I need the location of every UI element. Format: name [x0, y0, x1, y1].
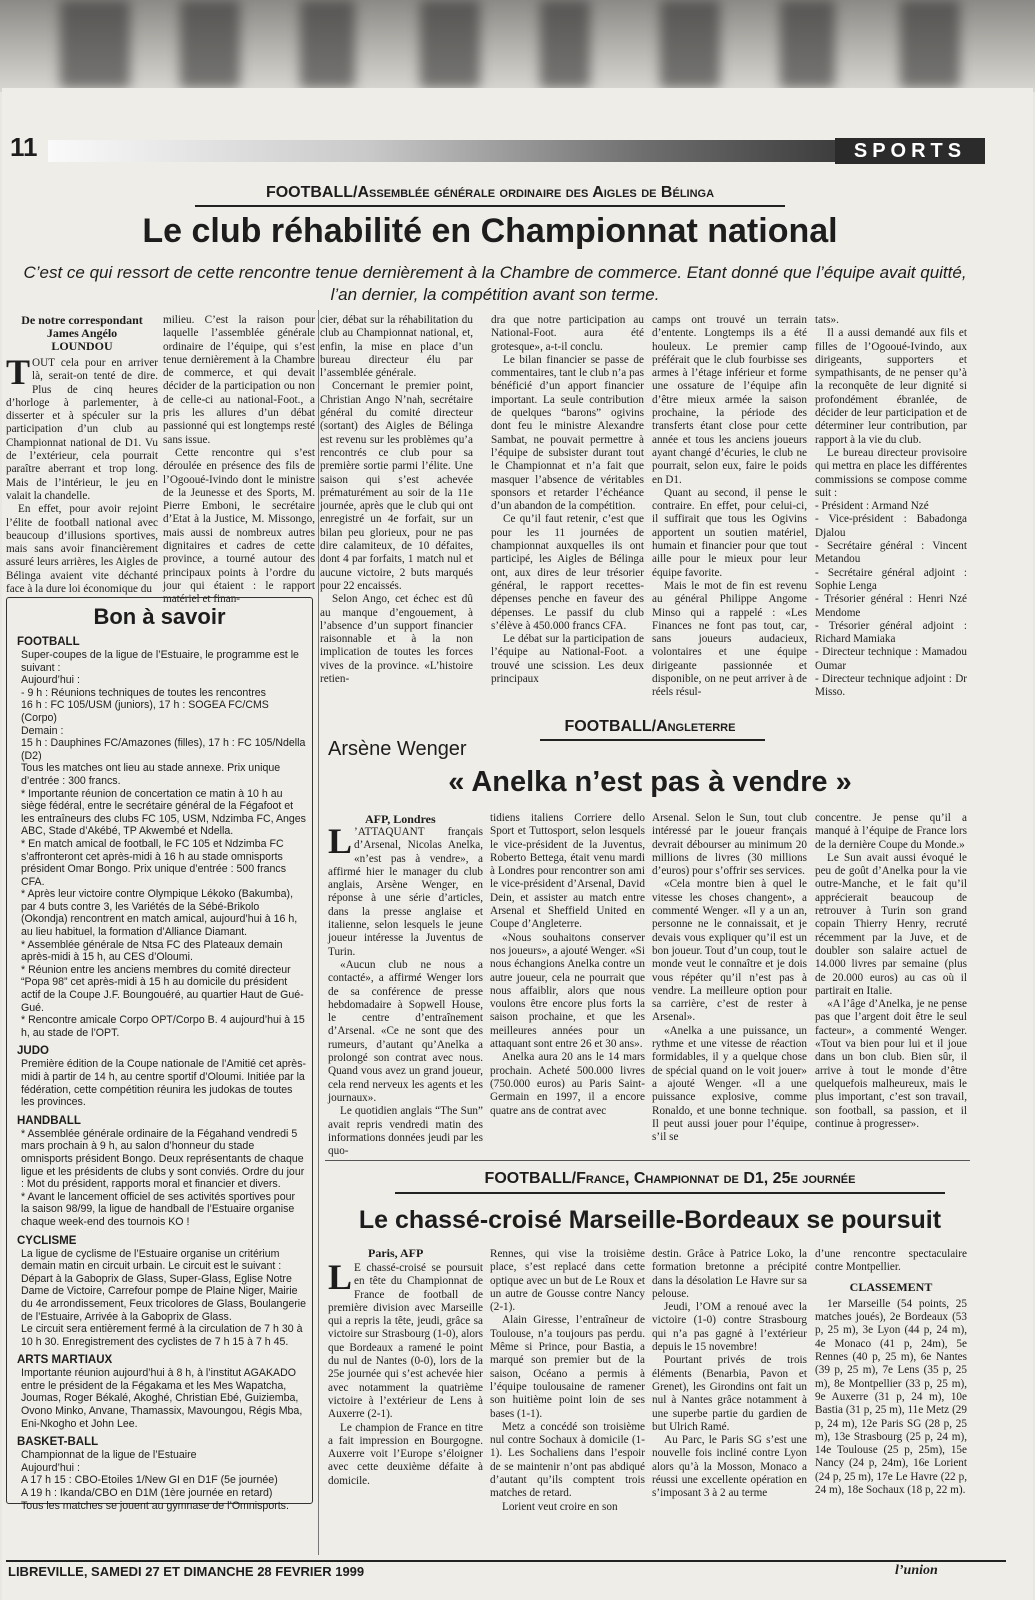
box-line: A 17 h 15 : CBO-Etoiles 1/New GI en D1F (5e journée)	[21, 1474, 278, 1487]
article2-kicker-topic: Angleterre	[656, 718, 736, 735]
article3-kicker	[390, 1170, 950, 1188]
standings: 1er Marseille (54 points, 25 matches joués), 2e Bordeaux (53 p, 25 m), 3e Lyon (44 p, 24 m), 4e Monaco (41 p, 24m), 5e Rennes (40 p, 25 m), 6e Nantes (39 p, 25 m), 7e Lens (35 p, 25 m), 8e Montpellier (33 p, 25 m), 9e Auxerre (31 p, 24 m), 10e Bastia (31 p, 25 m), 11e Metz (29 p, 24 m), 12e Paris SG (28 p, 25 m), 13e Strasbourg (25 p, 24 m), 14e Toulouse (25 p, 25m), 15e Nancy (24 p, 24m), 16e Lorient (24 p, 25 m), 17e Le Havre (22 p, 24 m), 18e Sochaux (18 p, 22 m).	[815, 1297, 967, 1497]
paragraph: Cette rencontre qui s’est déroulée en présence des fils de l’Ogooué-Ivindo dont le ministre de la Jeunesse et des Sports, M. Pierre Emboni, le secrétaire d’Etat à la Justice, M. Missongo, mais aussi de nombreux autres dignitaires et cadres de cette province, a tourné autour des principaux points à l’ordre du jour qui étaient : le rapport matériel et finan-	[163, 446, 315, 606]
drop-cap: L	[328, 821, 353, 861]
paragraph: Alain Giresse, l’entraîneur de Toulouse, n’a toujours pas perdu. Même si Prince, pour Bastia, a marqué son premier but de la saison, Océano a permis à l’équipe toulousaine de ramener son huitième point loin de ses bases (1-1).	[490, 1314, 645, 1420]
box-line: 16 h : FC 105/USM (juniors), 17 h : SOGEA FC/CMS (Corpo)	[21, 699, 269, 724]
byline-line: De notre correspondant	[21, 313, 143, 327]
paragraph: Jeudi, l’OM a renoué avec la victoire (1-0) contre Strasbourg qui n’a pas gagné à l’extérieur depuis le 15 novembre!	[652, 1301, 807, 1354]
byline-line: LOUNDOU	[51, 339, 113, 353]
paragraph: Pourtant privés de trois éléments (Benarbia, Pavon et Grenet), les Girondins ont fait un nul à Nantes grâce notamment à une superbe partie du gardien de but Ulrich Ramé.	[652, 1354, 807, 1433]
article1-column-3	[320, 314, 473, 712]
paragraph: Au Parc, le Paris SG s’est une nouvelle fois incliné contre Lyon alors qu’à la Mosson, Monaco a réussi une excellente opération en s’imposant 3 à 2 au terme	[652, 1434, 807, 1500]
box-line: * Réunion entre les anciens membres du comité directeur “Popa 98” cet après-midi à 15 h au domicile du président actif de la Coupe J.F. Boungouéré, au quartier Haut de Gué-Gué.	[21, 963, 304, 1014]
article3-column-4	[815, 1248, 967, 1556]
box-line: * En match amical de football, le FC 105 et Ndzimba FC s’affronteront cet après-midi à 16 h au stade omnisports président Omar Bongo. Prix unique d’entrée : 500 francs CFA.	[21, 837, 286, 888]
article1-kicker-topic: Assemblée générale ordinaire des Aigles de Bélinga	[357, 184, 715, 201]
paragraph: Ce qu’il faut retenir, c’est que pour les 11 journées de championnat auxquelles ils ont participé, les Aigles de Bélinga ont, aux dires de leur trésorier général, le rapport recettes-dépenses penche en faveur des dépenses. Le passif du club s’élève à 450.000 francs CFA.	[491, 513, 644, 632]
paragraph: camps ont trouvé un terrain d’entente. Longtemps ils a été houleux. Le premier camp préférait que le club fourbisse ses armes à l’étage inférieur et forme une ossature de l’équipe afin d’être mieux armée la saison prochaine, la période des transferts étant close pour cette année et tous les anciens joueurs ayant changé d’écuries, le club ne pourrait, selon eux, faire le poids en D1.	[652, 314, 807, 486]
article-divider	[325, 1160, 970, 1161]
section-bar	[48, 140, 848, 162]
box-line: Championnat de la ligue de l’Estuaire	[21, 1449, 197, 1462]
drop-cap: T	[6, 352, 31, 392]
box-line: La ligue de cyclisme de l’Estuaire organise un critérium demain matin en circuit urbain. Le circuit est le suivant :	[21, 1247, 282, 1273]
box-line: Demain :	[21, 724, 64, 737]
paragraph: - Directeur technique : Mamadou Oumar	[815, 646, 967, 672]
article2-column-3	[652, 812, 807, 1156]
standings-heading: CLASSEMENT	[849, 1279, 933, 1294]
paragraph: milieu. C’est la raison pour laquelle l’assemblée générale ordinaire de l’équipe, qui s’est tenue dernièrement à la Chambre de commerce, et qui devait décider de la participation ou non de celle-ci au national-Foot., a pris les allures d’un débat passionné qui est longtemps resté sans issue.	[163, 314, 315, 446]
article3-column-2	[490, 1248, 645, 1556]
article2-column-2	[490, 812, 645, 1156]
box-line: Tous les matches ont lieu au stade annexe. Prix unique d’entrée : 300 francs.	[21, 762, 281, 787]
box-line: Première édition de la Coupe nationale de l’Amitié cet après-midi à partir de 14 h, au centre sportif d’Oloumi. Initiée par la fédération, cette compétition réunira les judokas de toutes les provinces.	[21, 1058, 307, 1109]
box-section-head: BASKET-BALL	[17, 1436, 99, 1449]
article3-column-3	[652, 1248, 807, 1556]
paragraph: Il a aussi demandé aux fils et filles de l’Ogooué-Ivindo, aux dirigeants, supporters et sympathisants, de ne penser qu’à la reconquête de leur dignité si profondément ébranlée, de décider de leur participation et de déterminer leur contribution, par rapport à la vie du club.	[815, 327, 967, 446]
paragraph: Le bureau directeur provisoire qui mettra en place les différentes commissions se compose comme suit :	[815, 446, 967, 499]
box-line: 15 h : Dauphines FC/Amazones (filles), 17 h : FC 105/Ndella (D2)	[21, 737, 306, 762]
article3-kicker-topic: France, Championnat de D1, 25e journée	[576, 1170, 856, 1187]
article1-column-5	[652, 314, 807, 712]
article3-byline: Paris, AFP	[368, 1246, 424, 1260]
box-line: * Après leur victoire contre Olympique Lékoko (Bakumba), par 4 buts contre 3, les Variétés de la Sébé-Brikolo (Okondja) rencontrent en match amical, aujourd’hui à 16 h, au lieu habituel, la formation d’Alliance Diamant.	[21, 888, 298, 939]
box-line: Aujourd’hui :	[21, 1461, 80, 1474]
box-line: Importante réunion aujourd’hui à 8 h, à l’institut AGAKADO entre le président de la Fégakama et les Mes Wapatcha, Joumas, Roger Békalé, Akoghé, Christian Ebé, Guiziemba, Ovono Minko, Anvane, Thamassix, Mavoungou, Régis Mba, Eni-Nkogho et John Lee.	[21, 1367, 303, 1430]
paragraph: - Trésorier général : Henri Nzé Mendome	[815, 593, 967, 619]
paragraph: Quant au second, il pense le contraire. En effet, pour celui-ci, il suffirait que tous les Ogivins apportent un soutien matériel, humain et financier pour que tout aille pour le mieux pour leur équipe favorite.	[652, 486, 807, 579]
box-section-head: HANDBALL	[17, 1114, 81, 1127]
article1-column-2	[163, 314, 315, 606]
box-section-head: JUDO	[17, 1045, 49, 1058]
page-number: 11	[10, 132, 38, 162]
box-line: * Rencontre amicale Corpo OPT/Corpo B. 4 aujourd’hui à 15 h, au stade de l’OPT.	[21, 1014, 305, 1039]
byline-line: James Angélo	[46, 326, 118, 340]
paragraph: En effet, pour avoir rejoint l’élite de football national avec beaucoup d’illusions sportives, mais sans avoir financièrement assuré leurs arrières, les Aigles de Bélinga avaient vite déchanté face à la dure loi économique du	[6, 503, 158, 596]
footer-rule	[6, 1560, 1006, 1562]
paragraph: tats».	[815, 314, 839, 326]
kicker-rule	[195, 205, 785, 207]
box-line: - 9 h : Réunions techniques de toutes les rencontres	[21, 686, 266, 699]
box-line: Super-coupes de la ligue de l’Estuaire, le programme est le suivant :	[21, 649, 299, 674]
box-title: Bon à savoir	[93, 604, 226, 629]
article2-kicker-sport: FOOTBALL/	[564, 718, 657, 735]
article2-column-4	[815, 812, 967, 1156]
article2-subject: Arsène Wenger	[328, 738, 467, 760]
article3-column-1	[328, 1257, 483, 1556]
paragraph: dra que notre participation au National-Foot. aura été grotesque», a-t-il conclu.	[491, 314, 644, 353]
paragraph: concentre. Je pense qu’il a manqué à l’équipe de France lors de la dernière Coupe du Monde.»	[815, 812, 967, 851]
paragraph: Le bilan financier se passe de commentaires, tant le club n’a pas bénéficié d’un apport financier important. La seule contribution de quelques “barons” ogivins dont feu le ministre Alexandre Sambat, ne pouvait permettre à l’équipe de subsister durant tout le Championnat et n’a fait que masquer l’absence de véritables sponsors et retarder l’échéance d’un abandon de la compétition.	[491, 353, 644, 513]
paragraph: ’ATTAQUANT français d’Arsenal, Nicolas Anelka, «n’est pas à vendre», a affirmé hier le manager du club anglais, Arsène Wenger, en réponse à une série d’articles, dans la presse anglaise et italienne, selon lesquels le jeune joueur intéresse la Juventus de Turin.	[328, 826, 483, 958]
box-line: Départ à la Gaboprix de Glass, Super-Glass, Eglise Notre Dame de Victoire, Carrefour pompe de Plaine Niger, Mairie du 4e arrondissement, Feux tricolores de Glass, Boulangerie de l’Estuaire, Arrivée à la Gaboprix de Glass.	[21, 1272, 307, 1323]
box-section-head: ARTS MARTIAUX	[17, 1354, 113, 1367]
paragraph: «Aucun club ne nous a contacté», a affirmé Wenger lors de sa conférence de presse hebdomadaire à Sopwell House, le centre d’entraînement d’Arsenal. «Ce ne sont que des rumeurs, d’autant qu’Anelka a prolongé son contrat avec nous. Quand vous avez un grand joueur, cela rend nerveux les agents et les journaux».	[328, 958, 483, 1104]
box-line: * Avant le lancement officiel de ses activités sportives pour la saison 98/99, la ligue de handball de l’Estuaire organise chaque week-end des tournois KO !	[21, 1190, 296, 1228]
box-section-head: CYCLISME	[17, 1234, 77, 1247]
article1-column-6	[815, 314, 967, 712]
box-line: * Importante réunion de concertation ce matin à 10 h au siège fédéral, entre le secrétaire général de la Fégafoot et les entraîneurs des clubs FC 105, USM, Ndzimba FC, Anges ABC, Stade d’Akébé, TP Akwembé et Ndella.	[21, 787, 306, 838]
article1-kicker-sport: FOOTBALL/	[265, 184, 358, 201]
article2-kicker	[530, 718, 770, 736]
article2-headline: « Anelka n’est pas à vendre »	[448, 766, 852, 798]
paragraph: E chassé-croisé se poursuit en tête du Championnat de France de football de première division avec Marseille qui a repris la tête, jeudi, grâce sa victoire sur Strasbourg (1-0), alors que Bordeaux a ramené le point du nul de Nantes (0-0), lors de la 25e journée qui s’est achevée hier avec notamment la quatrième victoire à l’extérieur de Lens à Auxerre (2-1).	[328, 1262, 483, 1421]
article1-byline	[6, 314, 158, 353]
paragraph: - Vice-président : Babadonga Djalou	[815, 513, 967, 539]
article3-headline: Le chassé-croisé Marseille-Bordeaux se poursuit	[358, 1206, 942, 1234]
kicker-rule	[540, 739, 765, 741]
paragraph: Mais le mot de fin est revenu au général Philippe Angome Minso qui a rappelé : «Les Finances ne font pas tout, car, sans joueurs audacieux, volontaires et une équipe dirigeante passionnée et disponible, on ne peut arriver à de réels résul-	[652, 579, 807, 699]
paragraph: Rennes, qui vise la troisième place, s’est replacé dans cette optique avec un but de Le Roux et un autre de Gousse contre Nancy (2-1).	[490, 1248, 645, 1314]
article1-headline: Le club réhabilité en Championnat national	[142, 212, 838, 250]
box-line: Aujourd’hui :	[21, 674, 80, 687]
paragraph: - Président : Armand Nzé	[815, 500, 929, 513]
box-line: Le circuit sera entièrement fermé à la circulation de 7 h 30 à 10 h 30. Enregistrement des cyclistes de 7 h 15 à 7 h 45.	[21, 1323, 303, 1348]
kicker-rule	[395, 1192, 945, 1194]
paragraph: destin. Grâce à Patrice Loko, la formation bretonne a précipité dans la désolation Le Havre sur sa pelouse.	[652, 1248, 807, 1300]
article2-column-1	[328, 821, 483, 1158]
paragraph: Le champion de France en titre a fait impression en Bourgogne. Auxerre voit l’Europe s’éloigner avec cette deuxième défaite à domicile.	[328, 1421, 483, 1487]
paragraph: Le quotidien anglais “The Sun” avait repris vendredi matin des informations données jeudi par les quo-	[328, 1105, 483, 1158]
paragraph: Concernant le premier point, Christian Ango N’nah, secrétaire général du comité directeur (sortant) des Aigles de Bélinga est revenu sur les problèmes qu’a rencontrés ce club pour sa première sortie parmi l’élite. Une saison qui s’est achevée prématurément au soir de la 11e journée, après que le club qui ont enregistré un 4e forfait, sur un bilan peu glorieux, pour ne pas dire calamiteux, de 10 défaites, dont 4 par forfaits, 1 match nul et aucune victoire, 2 buts marqués pour 22 encaissés.	[320, 380, 473, 592]
scanner-margin	[0, 0, 1035, 92]
paragraph: «Cela montre bien à quel le vitesse les choses changent», a commenté Wenger. «Il y a un an, personne ne le connaissait, et je devais vous expliquer qu’il est un bon joueur. Tout d’un coup, tout le monde veut le connaître et je dois vous répéter qu’il n’est pas à vendre. La meilleure option pour sa carrière, c’est de rester à Arsenal».	[652, 878, 807, 1024]
paragraph: - Trésorier général adjoint : Richard Mamiaka	[815, 619, 967, 646]
paragraph: - Secrétaire général : Vincent Metandou	[815, 540, 967, 566]
box-line: Tous les matches se jouent au gymnase de l’Omnisports.	[21, 1499, 289, 1512]
paragraph: tidiens italiens Corriere dello Sport et Tuttosport, selon lesquels le vice-président de la Juventus, Roberto Bettega, était venu mardi à Londres pour rencontrer son ami le vice-président d’Arsenal, David Dein, et assister au match entre Arsenal et Sheffield United en Coupe d’Angleterre.	[490, 812, 645, 931]
column-divider	[318, 310, 319, 1555]
box-section-head: FOOTBALL	[17, 636, 80, 648]
article1-kicker	[190, 184, 790, 202]
paragraph: Anelka aura 20 ans le 14 mars prochain. Acheté 500.000 livres (750.000 euros) au Paris Saint-Germain en 1997, il a encore quatre ans de contrat avec	[490, 1051, 645, 1117]
article1-column-4	[491, 314, 644, 712]
section-label: SPORTS	[835, 138, 985, 164]
paragraph: - Secrétaire général adjoint : Sophie Lenga	[815, 566, 967, 592]
paragraph: OUT cela pour en arriver là, serait-on tenté de dire. Plus de cinq heures d’horloge à parlementer, à disserter et à spéculer sur la participation d’un club au Championnat national de D1. Vu de l’extérieur, cela pourrait paraître aberrant et trop long. Mais de l’intérieur, le jeu en valait la chandelle.	[6, 357, 158, 502]
newspaper-logo: l’union	[895, 1563, 938, 1578]
box-line: * Assemblée générale de Ntsa FC des Plateaux demain après-midi à 15 h, au CES d’Oloumi.	[21, 938, 283, 964]
box-line: A 19 h : Ikanda/CBO en D1M (1ère journée en retard)	[21, 1487, 273, 1500]
paragraph: Selon Ango, cet échec est dû au manque d’engouement, à l’absence d’un support financier raisonnable et à la non implication de toutes les forces vives de la province. «L’histoire retien-	[320, 593, 473, 686]
article3-kicker-sport: FOOTBALL/	[484, 1170, 577, 1187]
article2-byline: AFP, Londres	[365, 812, 436, 826]
paragraph: «A l’âge d’Anelka, je ne pense pas que l’argent doit être le seul facteur», a commenté Wenger. «Tout va bien pour lui et il joue dans un bon club. Bien sûr, il arrive à tout le monde d’être quelquefois malheureux, mais le plus important, c’est son travail, son football, sa passion, et il continue à progresser».	[815, 998, 967, 1130]
paragraph: Le débat sur la participation de l’équipe au National-Foot. a trouvé une scission. Les deux principaux	[491, 633, 644, 686]
drop-cap: L	[328, 1257, 353, 1297]
paragraph: Lorient veut croire en son	[502, 1500, 618, 1513]
paragraph: «Anelka a une puissance, un rythme et une vitesse de réaction formidables, il y a quelque chose de spécial quand on le voit jouer» a ajouté Wenger. «Il a une puissance explosive, comme Ronaldo, et une bonne technique. Il peut aussi jouer pour l’équipe, s’il se	[652, 1024, 807, 1144]
paragraph: «Nous souhaitons conserver nos joueurs», a ajouté Wenger. «Si nous échangions Anelka contre un autre joueur, cela ne pourrait que nous affaiblir, alors que nous voulons être encore plus forts la saison prochaine, et que les meilleures années pour un attaquant sont entre 26 et 30 ans».	[490, 931, 645, 1051]
article1-column-1	[6, 314, 158, 594]
paragraph: cier, débat sur la réhabilitation du club au Championnat national, et, enfin, la mise en place d’un bureau directeur élu par l’assemblée générale.	[320, 314, 473, 380]
paragraph: Le Sun avait aussi évoqué le peu de goût d’Anelka pour la vie outre-Manche, et le fait qu’il apprécierait beaucoup de retrouver à Turin son grand copain Thierry Henry, recruté récemment par la Juve, et de doubler son salaire actuel de 14.000 livres par semaine (plus de 20.000 euros) au cas où il partirait en Italie.	[815, 851, 967, 997]
box-line: * Assemblée générale ordinaire de la Fégahand vendredi 5 mars prochain à 9 h, au salon d’honneur du stade omnisports président Bongo. Deux représentants de chaque ligue et les présidents de clubs y sont conviés. Ordre du jour : Mot du président, rapports moral et financier et divers.	[21, 1127, 305, 1191]
footer-dateline: LIBREVILLE, SAMEDI 27 ET DIMANCHE 28 FEVRIER 1999	[8, 1564, 365, 1579]
paragraph: - Directeur technique adjoint : Dr Misso.	[815, 673, 967, 699]
paragraph: d’une rencontre spectaculaire contre Montpellier.	[815, 1248, 967, 1274]
article1-deck: C’est ce qui ressort de cette rencontre tenue dernièrement à la Chambre de commerce. Etant donné que l’équipe avait quitté, l’an dernier, la compétition avant son terme.	[23, 263, 967, 304]
paragraph: Arsenal. Selon le Sun, tout club intéressé par le joueur français devrait débourser au minimum 20 millions de livres (30 millions d’euros) pour s’offrir ses services.	[652, 812, 807, 878]
paragraph: Metz a concédé son troisième nul contre Sochaux à domicile (1-1). Les Sochaliens dans l’espoir de se maintenir n’ont pas abdiqué d’autant qu’ils comptent trois matches de retard.	[490, 1420, 645, 1500]
bon-a-savoir-box	[6, 597, 313, 1512]
